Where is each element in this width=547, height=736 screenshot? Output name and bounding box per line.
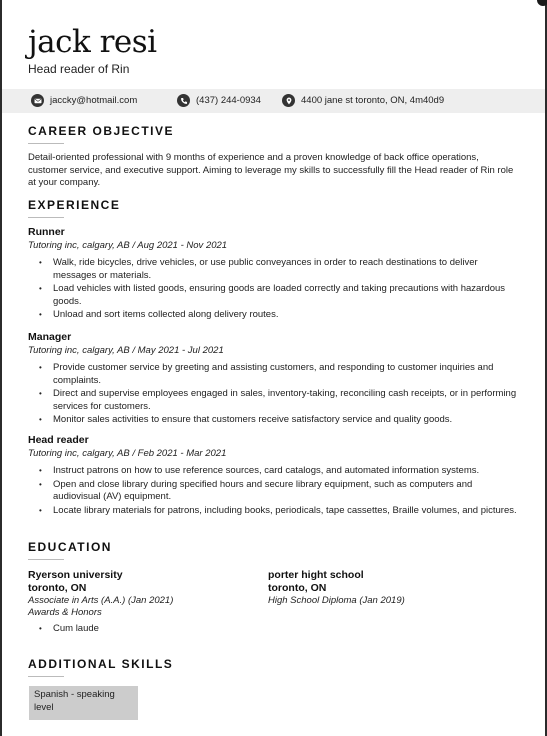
job-bullets <box>28 257 520 322</box>
school-degree: Associate in Arts (A.A.) (Jan 2021) <box>28 595 174 606</box>
job-bullet: • Unload and sort items collected along delivery routes. <box>28 309 520 322</box>
honors-item: • Cum laude <box>28 623 268 636</box>
corner-dot <box>537 0 547 6</box>
school-name: porter hight school <box>268 569 364 581</box>
education-rule <box>28 559 64 560</box>
job-bullet: • Direct and supervise employees engaged in sales, inventory-taking, reconciling cash receipts, or in performing services for customers. <box>28 388 520 413</box>
objective-rule <box>28 143 64 144</box>
contact-address-text: 4400 jane st toronto, ON, 4m40d9 <box>301 95 445 106</box>
job-bullet: • Instruct patrons on how to use reference sources, card catalogs, and automated information systems. <box>28 465 520 478</box>
location-pin-icon <box>282 94 295 107</box>
job-bullet: • Walk, ride bicycles, drive vehicles, or use public conveyances in order to reach destinations to deliver messages or materials. <box>28 257 520 282</box>
skills-title: ADDITIONAL SKILLS <box>28 657 174 671</box>
school-location: toronto, ON <box>28 581 87 594</box>
job-meta: Tutoring inc, calgary, AB / May 2021 - Jul 2021 <box>28 345 224 356</box>
job-title: Head reader <box>28 434 89 446</box>
job-title: Runner <box>28 226 65 238</box>
objective-text: Detail-oriented professional with 9 months of experience and a proven knowledge of back office operations, customer service, and executive support. Aiming to leverage my skills to successfully fill the Head reader of Rin role at your company. <box>28 152 514 188</box>
job-bullet: • Locate library materials for patrons, including books, periodicals, tape cassettes, Braille volumes, and pictures. <box>28 505 520 518</box>
job-meta: Tutoring inc, calgary, AB / Feb 2021 - Mar 2021 <box>28 448 227 459</box>
education-entry <box>268 569 508 607</box>
experience-rule <box>28 217 64 218</box>
job-entry <box>28 331 520 428</box>
envelope-icon <box>31 94 44 107</box>
job-entry <box>28 226 520 323</box>
job-bullet: • Open and close library during specified hours and secure library equipment, such as computers and audiovisual (AV) equipment. <box>28 479 520 504</box>
contact-phone-text: (437) 244-0934 <box>196 95 261 106</box>
school-name: Ryerson university <box>28 569 123 581</box>
school-location: toronto, ON <box>268 581 327 594</box>
phone-icon <box>177 94 190 107</box>
contact-email-text: jaccky@hotmail.com <box>50 95 138 106</box>
job-bullet: • Provide customer service by greeting and assisting customers, and responding to customer inquiries and complaints. <box>28 362 520 387</box>
candidate-headline: Head reader of Rin <box>28 62 130 76</box>
skill-tag: Spanish - speaking level <box>29 686 138 720</box>
skills-rule <box>28 676 64 677</box>
job-entry <box>28 434 520 518</box>
contact-bar <box>2 89 545 113</box>
school-degree: High School Diploma (Jan 2019) <box>268 595 405 606</box>
job-meta: Tutoring inc, calgary, AB / Aug 2021 - Nov 2021 <box>28 240 228 251</box>
education-entry <box>28 569 268 637</box>
contact-phone[interactable] <box>177 94 261 107</box>
job-title: Manager <box>28 331 72 343</box>
experience-title: EXPERIENCE <box>28 198 121 212</box>
contact-email[interactable] <box>31 94 137 107</box>
job-bullets <box>28 362 520 427</box>
education-title: EDUCATION <box>28 540 112 554</box>
job-bullets <box>28 465 520 517</box>
job-bullet: • Monitor sales activities to ensure that customers receive satisfactory service and quality goods. <box>28 414 520 427</box>
job-bullet: • Load vehicles with listed goods, ensuring goods are loaded correctly and taking precautions with hazardous goods. <box>28 283 520 308</box>
objective-title: CAREER OBJECTIVE <box>28 124 175 138</box>
honors-label: Awards & Honors <box>28 607 102 618</box>
candidate-name: jack resi <box>28 24 157 60</box>
honors-list <box>28 623 268 636</box>
contact-address[interactable] <box>282 94 444 107</box>
